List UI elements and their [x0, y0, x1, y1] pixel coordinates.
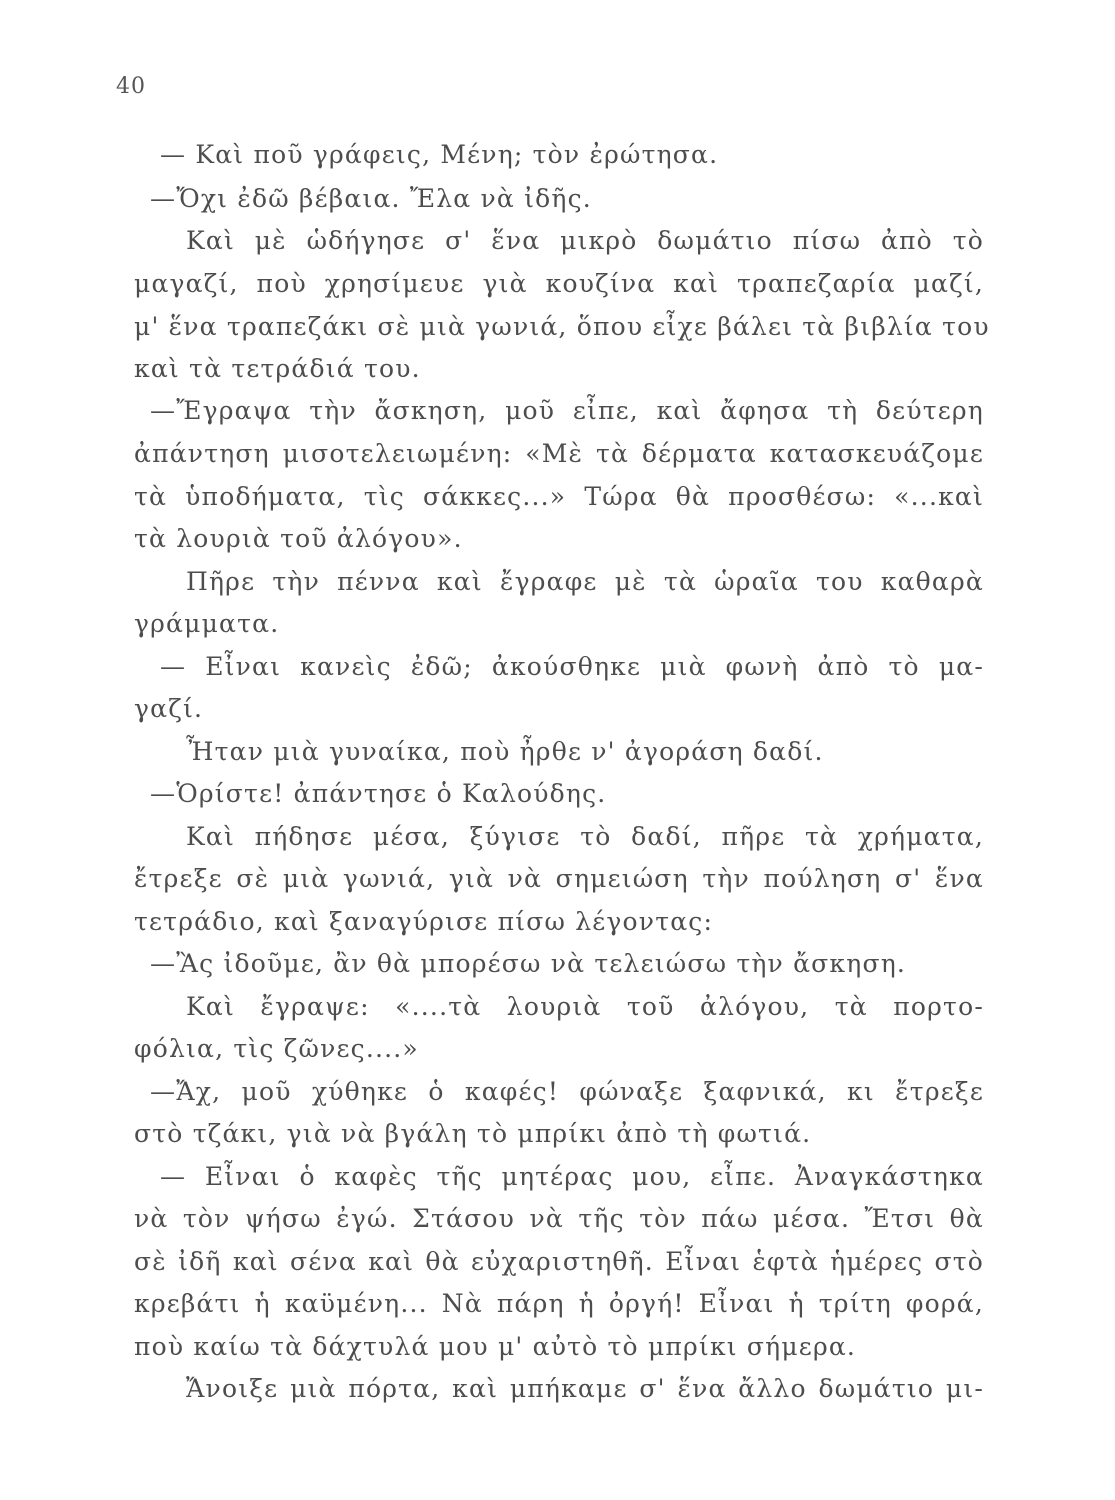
text-line: κρεβάτι ἡ καϋμένη... Νὰ πάρη ἡ ὀργή! Εἶναι ἡ τρίτη φορά,: [134, 1289, 984, 1318]
text-line: στὸ τζάκι, γιὰ νὰ βγάλη τὸ μπρίκι ἀπὸ τὴ φωτιά.: [134, 1119, 812, 1148]
text-line: —Ὁρίστε! ἀπάντησε ὁ Καλούδης.: [150, 779, 607, 808]
text-line: μαγαζί, ποὺ χρησίμευε γιὰ κουζίνα καὶ τραπεζαρία μαζί,: [134, 269, 984, 298]
text-line: φόλια, τὶς ζῶνες....»: [134, 1034, 419, 1063]
text-line: —Ἔγραψα τὴν ἄσκηση, μοῦ εἶπε, καὶ ἄφησα τὴ δεύτερη: [150, 396, 984, 425]
text-line: Καὶ ἔγραψε: «....τὰ λουριὰ τοῦ ἀλόγου, τὰ πορτο-: [186, 992, 984, 1021]
text-line: ἔτρεξε σὲ μιὰ γωνιά, γιὰ νὰ σημειώση τὴν πούληση σ' ἕνα: [134, 864, 984, 893]
text-line: Καὶ πήδησε μέσα, ξύγισε τὸ δαδί, πῆρε τὰ χρήματα,: [186, 822, 984, 851]
text-line: νὰ τὸν ψήσω ἐγώ. Στάσου νὰ τῆς τὸν πάω μέσα. Ἔτσι θὰ: [134, 1204, 984, 1233]
text-line: τὰ ὑποδήματα, τὶς σάκκες...» Τώρα θὰ προσθέσω: «...καὶ: [134, 482, 984, 511]
text-line: σὲ ἰδῆ καὶ σένα καὶ θὰ εὐχαριστηθῆ. Εἶναι ἑφτὰ ἡμέρες στὸ: [134, 1247, 984, 1276]
text-line: Πῆρε τὴν πέννα καὶ ἔγραφε μὲ τὰ ὡραῖα του καθαρὰ: [186, 567, 984, 596]
text-line: Καὶ μὲ ὡδήγησε σ' ἕνα μικρὸ δωμάτιο πίσω ἀπὸ τὸ: [186, 226, 984, 255]
page-number: 40: [116, 74, 146, 99]
text-line: —Ἄχ, μοῦ χύθηκε ὁ καφές! φώναξε ξαφνικά, κι ἔτρεξε: [150, 1077, 984, 1106]
text-line: ποὺ καίω τὰ δάχτυλά μου μ' αὐτὸ τὸ μπρίκι σήμερα.: [134, 1332, 857, 1361]
text-line: γράμματα.: [134, 609, 280, 638]
text-line: —Ἂς ἰδοῦμε, ἂν θὰ μπορέσω νὰ τελειώσω τὴν ἄσκηση.: [150, 949, 907, 978]
text-line: καὶ τὰ τετράδιά του.: [134, 354, 421, 383]
text-line: — Εἶναι ὁ καφὲς τῆς μητέρας μου, εἶπε. Ἀναγκάστηκα: [160, 1162, 984, 1191]
text-line: — Καὶ ποῦ γράφεις, Μένη; τὸν ἐρώτησα.: [160, 140, 719, 169]
text-line: Ἄνοιξε μιὰ πόρτα, καὶ μπήκαμε σ' ἕνα ἄλλο δωμάτιο μι-: [186, 1374, 984, 1403]
text-line: μ' ἕνα τραπεζάκι σὲ μιὰ γωνιά, ὅπου εἶχε βάλει τὰ βιβλία του: [134, 312, 990, 341]
text-line: —Ὄχι ἐδῶ βέβαια. Ἔλα νὰ ἰδῆς.: [150, 184, 592, 213]
text-line: τὰ λουριὰ τοῦ ἀλόγου».: [134, 524, 463, 553]
text-line: — Εἶναι κανεὶς ἐδῶ; ἀκούσθηκε μιὰ φωνὴ ἀπὸ τὸ μα-: [160, 652, 984, 681]
text-line: Ἦταν μιὰ γυναίκα, ποὺ ἦρθε ν' ἀγοράση δαδί.: [186, 737, 824, 766]
text-line: τετράδιο, καὶ ξαναγύρισε πίσω λέγοντας:: [134, 907, 714, 936]
text-line: ἀπάντηση μισοτελειωμένη: «Μὲ τὰ δέρματα κατασκευάζομε: [134, 439, 984, 468]
text-line: γαζί.: [134, 694, 204, 723]
